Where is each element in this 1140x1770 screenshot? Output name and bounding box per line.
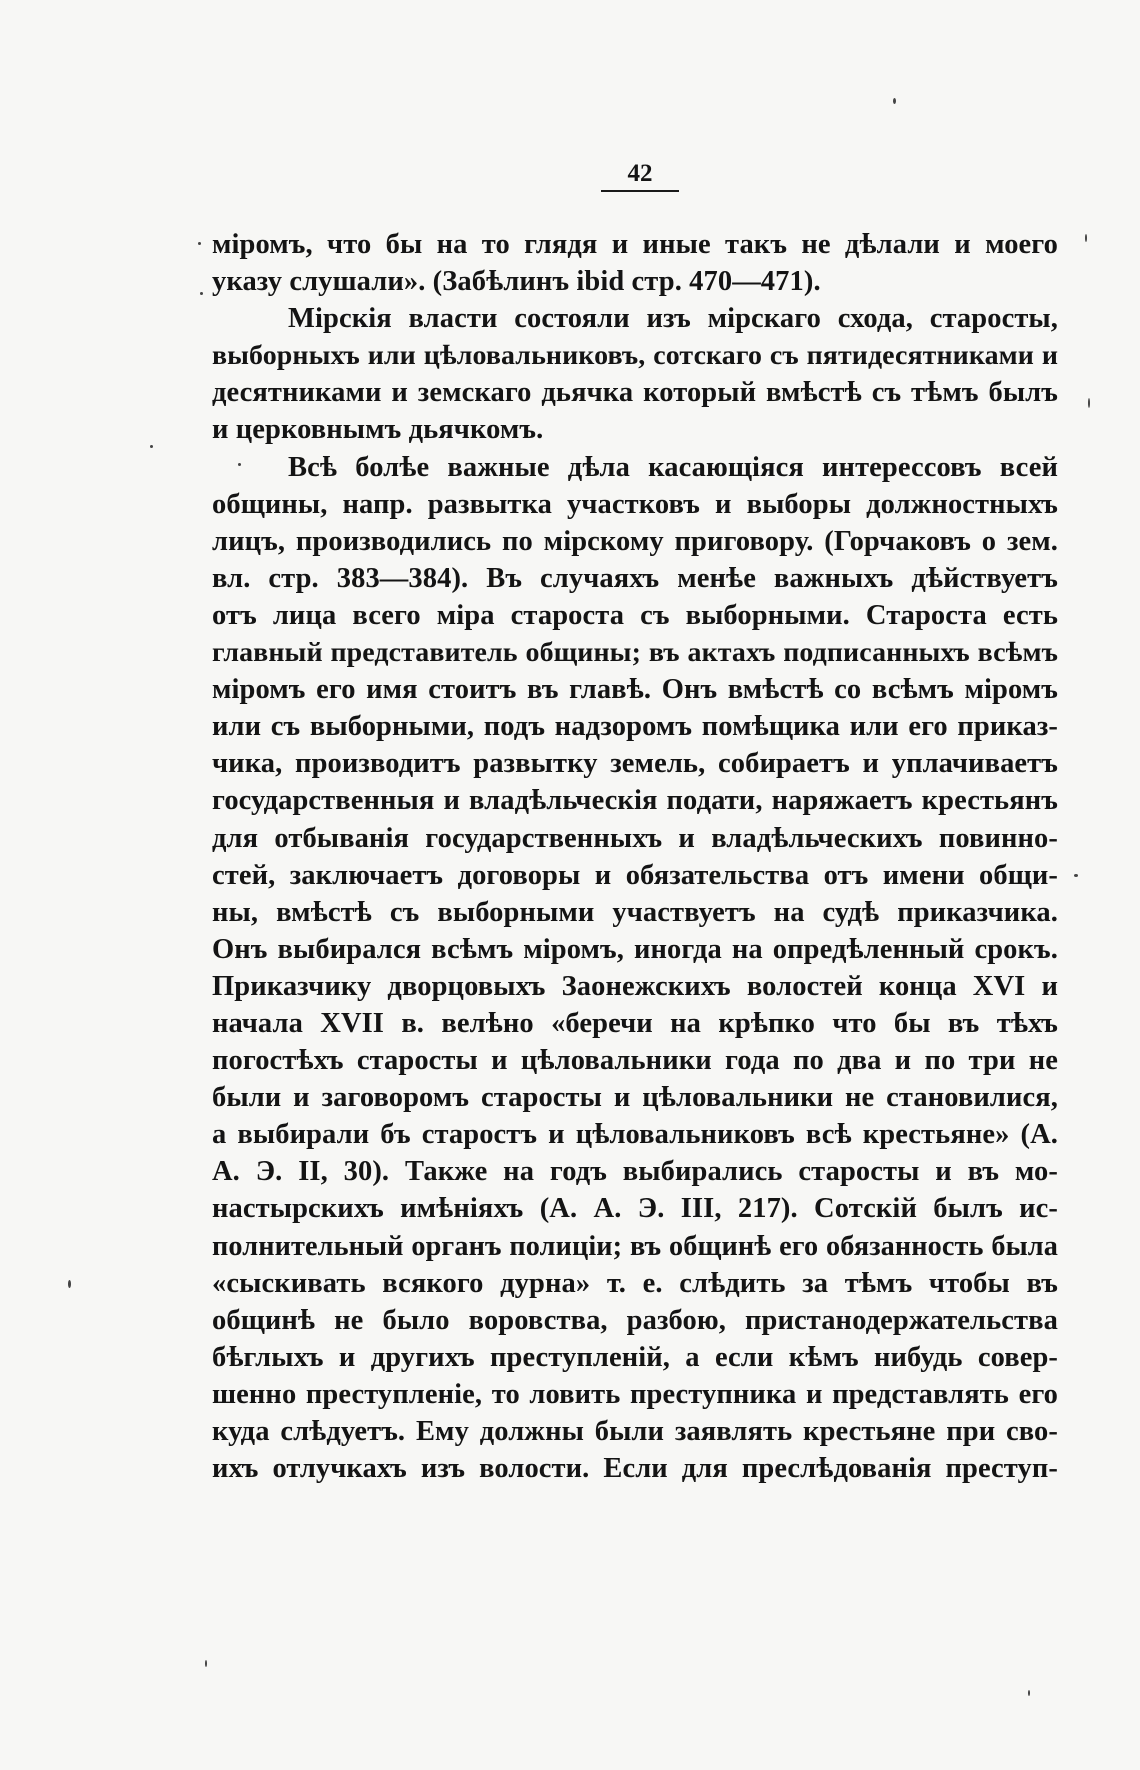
text-line: начала XVII в. велѣно «беречи на крѣпко что бы въ тѣхъ — [212, 1007, 1058, 1039]
text-line: міромъ его имя стоитъ въ главѣ. Онъ вмѣстѣ со всѣмъ міромъ — [212, 674, 1058, 706]
scan-speck — [893, 98, 896, 104]
text-line: ны, вмѣстѣ съ выборными участвуетъ на судѣ приказчика. — [212, 896, 1058, 928]
text-line: А. Э. II, 30). Также на годъ выбирались старосты и въ мо- — [212, 1156, 1058, 1188]
text-line: отъ лица всего міра староста съ выборными. Староста есть — [212, 599, 1058, 631]
scan-speck — [198, 242, 201, 245]
text-line: шенно преступленіе, то ловить преступника и представлять его — [212, 1378, 1058, 1410]
scan-speck — [1074, 874, 1078, 877]
scan-speck — [238, 463, 241, 466]
text-line: лицъ, производились по мірскому приговору. (Горчаковъ о зем. — [212, 525, 1058, 557]
paragraph-start-line: Всѣ болѣе важные дѣла касающіяся интерессовъ всей — [288, 451, 1058, 483]
text-line: Онъ выбирался всѣмъ міромъ, иногда на опредѣленный срокъ. — [212, 933, 1058, 965]
text-line: государственныя и владѣльческія подати, наряжаетъ крестьянъ — [212, 785, 1058, 817]
scan-speck — [1028, 1690, 1030, 1696]
scan-speck — [68, 1280, 71, 1288]
scan-speck — [205, 1660, 207, 1667]
scan-speck — [200, 292, 203, 295]
text-line: «сыскивать всякого дурна» т. е. слѣдить за тѣмъ чтобы въ — [212, 1267, 1058, 1299]
text-line: были и заговоромъ старосты и цѣловальники не становилися, — [212, 1082, 1058, 1114]
text-line: Приказчику дворцовыхъ Заонежскихъ волостей конца XVI и — [212, 970, 1058, 1002]
text-line: настырскихъ имѣніяхъ (А. А. Э. III, 217). Сотскій былъ ис- — [212, 1193, 1058, 1225]
text-line: общинѣ не было воровства, разбою, пристанодержательства — [212, 1304, 1058, 1336]
text-line: для отбыванія государственныхъ и владѣльческихъ повинно- — [212, 822, 1058, 854]
text-line: а выбирали бъ старостъ и цѣловальниковъ всѣ крестьяне» (А. — [212, 1119, 1058, 1151]
text-line: главный представитель общины; въ актахъ подписанныхъ всѣмъ — [212, 637, 1058, 669]
paragraph-start-line: Мірскія власти состояли изъ мірскаго схода, старосты, — [288, 303, 1058, 335]
page-number: 42 — [601, 158, 679, 192]
text-line: и церковнымъ дьячкомъ. — [212, 414, 544, 446]
text-line: ихъ отлучкахъ изъ волости. Если для преслѣдованія преступ- — [212, 1453, 1058, 1485]
text-line: куда слѣдуетъ. Ему должны были заявлять крестьяне при сво- — [212, 1416, 1058, 1447]
body-text — [212, 226, 1058, 1487]
text-line: погостѣхъ старосты и цѣловальники года по два и по три не — [212, 1045, 1058, 1077]
text-line: бѣглыхъ и другихъ преступленій, а если кѣмъ нибудь совер- — [212, 1341, 1058, 1373]
text-line: указу слушали». (Забѣлинъ ibid стр. 470—471). — [212, 266, 821, 298]
scan-speck — [1088, 398, 1090, 408]
text-line: чика, производитъ развытку земель, собираетъ и уплачиваетъ — [212, 748, 1058, 780]
text-line: десятниками и земскаго дьячка который вмѣстѣ съ тѣмъ былъ — [212, 377, 1058, 409]
scan-speck — [1085, 234, 1087, 242]
text-line: или съ выборными, подъ надзоромъ помѣщика или его приказ- — [212, 711, 1058, 743]
text-line: общины, напр. развытка участковъ и выборы должностныхъ — [212, 488, 1058, 520]
text-line: полнительный органъ полиціи; въ общинѣ его обязанность была — [212, 1230, 1058, 1262]
text-line: выборныхъ или цѣловальниковъ, сотскаго съ пятидесятниками и — [212, 340, 1058, 372]
text-line: вл. стр. 383—384). Въ случаяхъ менѣе важныхъ дѣйствуетъ — [212, 562, 1058, 594]
text-line: міромъ, что бы на то глядя и иные такъ не дѣлали и моего — [212, 229, 1058, 260]
text-line: стей, заключаетъ договоры и обязательства отъ имени общи- — [212, 859, 1058, 891]
scan-speck — [150, 445, 153, 448]
